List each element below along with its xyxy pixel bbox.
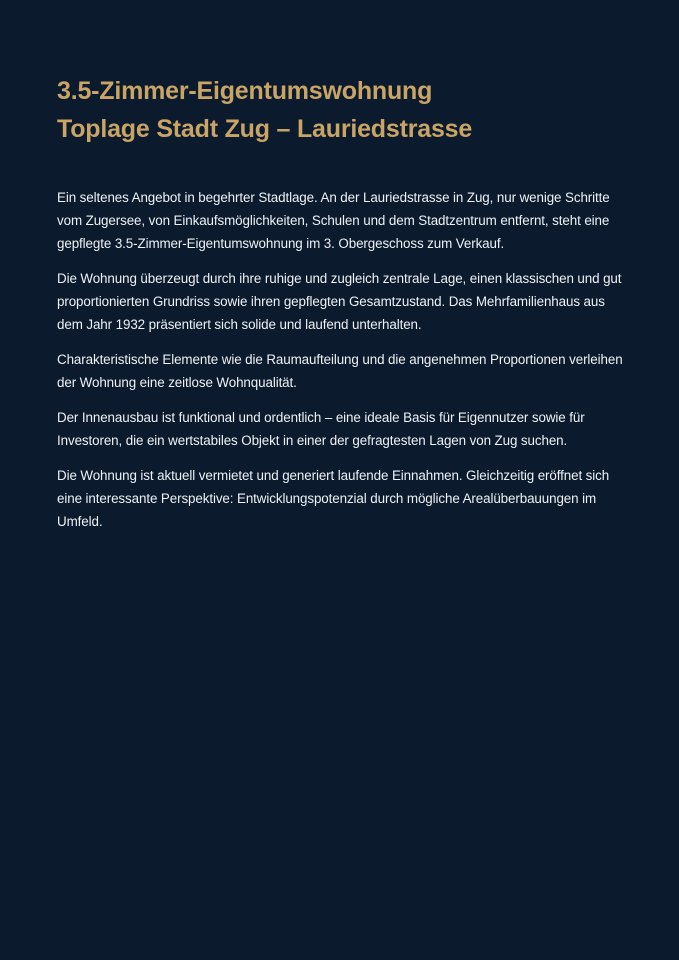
page-title <box>57 72 622 148</box>
title-line-1: 3.5-Zimmer-Eigentumswohnung <box>57 77 433 105</box>
paragraph-location: Die Wohnung überzeugt durch ihre ruhige und zugleich zentrale Lage, einen klassischen und gut proportionierten Grundriss sowie ihren gepflegten Gesamtzustand. Das Mehrfamilienhaus aus dem Jahr 1932 präsentiert sich solide und laufend unterhalten. <box>57 271 622 332</box>
title-line-2: Toplage Stadt Zug – Lauriedstrasse <box>57 115 473 143</box>
body-text <box>57 186 625 533</box>
paragraph-rental: Die Wohnung ist aktuell vermietet und generiert laufende Einnahmen. Gleichzeitig eröffnet sich eine interessante Perspektive: Entwicklungspotenzial durch mögliche Arealüberbauungen im Umfeld. <box>57 468 610 529</box>
paragraph-characteristics: Charakteristische Elemente wie die Raumaufteilung und die angenehmen Proportionen verleihen der Wohnung eine zeitlose Wohnqualität. <box>57 352 623 390</box>
paragraph-intro: Ein seltenes Angebot in begehrter Stadtlage. An der Lauriedstrasse in Zug, nur wenige Schritte vom Zugersee, von Einkaufsmöglichkeiten, Schulen und dem Stadtzentrum entfernt, steht eine gepflegte 3.5-Zimmer-Eigentumswohnung im 3. Obergeschoss zum Verkauf. <box>57 190 610 251</box>
paragraph-interior: Der Innenausbau ist funktional und ordentlich – eine ideale Basis für Eigennutzer sowie für Investoren, die ein wertstabiles Objekt in einer der gefragtesten Lagen von Zug suchen. <box>57 410 585 448</box>
